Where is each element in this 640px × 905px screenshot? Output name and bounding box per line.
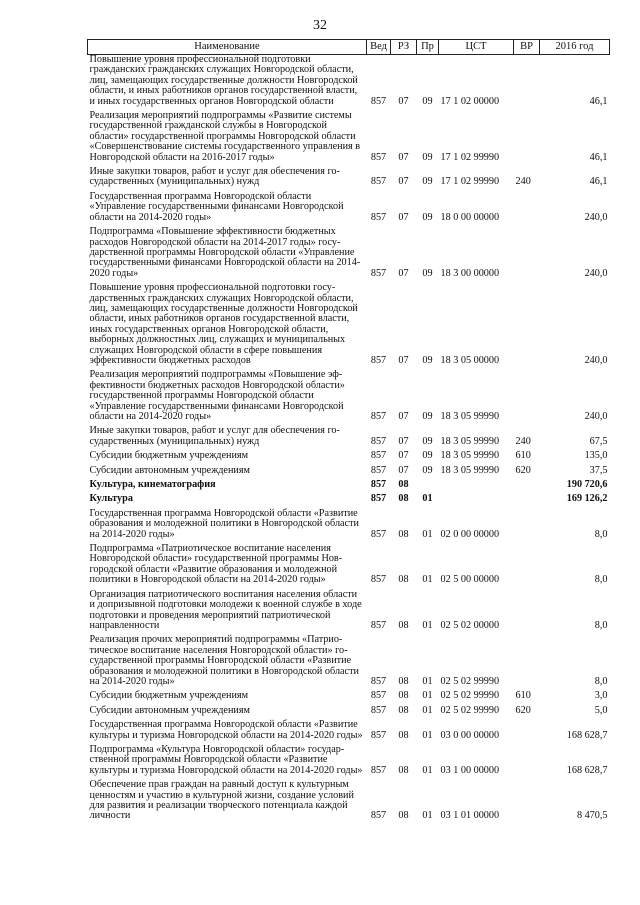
column-header-pr: Пр — [417, 40, 439, 55]
table-row — [88, 490, 610, 504]
row-vr — [514, 540, 540, 586]
row-ved: 857 — [370, 435, 387, 447]
table-row — [88, 188, 610, 223]
row-vr — [514, 107, 540, 163]
row-ved: 857 — [370, 619, 387, 631]
table-row — [88, 776, 610, 822]
row-pr: 09 — [422, 450, 433, 462]
row-rz: 07 — [398, 411, 409, 422]
row-rz: 08 — [398, 675, 409, 687]
row-pr: 01 — [422, 764, 433, 776]
row-rz: 07 — [398, 95, 409, 107]
row-pr: 09 — [422, 95, 433, 107]
row-vr: 620 — [515, 464, 531, 476]
row-cst: 17 1 02 99990 — [440, 176, 500, 188]
row-vr — [514, 223, 540, 279]
row-ved: 857 — [370, 528, 387, 540]
row-pr: 09 — [422, 435, 433, 447]
row-name: Реализация мероприятий подпрограммы «Повышение эффективности бюджетных расходов Новгородской области» государственной программы Новгородской области «Управление государственными финансами Новгородской области на 2014-2020 годы» — [89, 369, 345, 422]
row-sum: 37,5 — [589, 464, 608, 476]
row-name: Субсидии бюджетным учреждениям — [89, 690, 249, 702]
row-vr — [514, 279, 540, 366]
row-ved: 857 — [370, 450, 387, 462]
row-name: Подпрограмма «Повышение эффективности бюджетных расходов Новгородской области на 2014-2017 годы» государственной программы Новгородской области «Управление государственными финансами Новгородской области на 2014-2020 годы» — [89, 226, 361, 279]
row-name: Повышение уровня профессиональной подготовки гражданских гражданских служащих Новгородской области, лиц, замещающих государственные должности Новгородской области, и иных работников органов государственной власти, и иных государственных органов Новгородской области — [89, 54, 358, 107]
row-sum: 67,5 — [589, 435, 608, 447]
page-number: 32 — [313, 18, 327, 33]
row-vr: 240 — [515, 435, 531, 447]
row-sum: 8,0 — [594, 574, 608, 586]
row-cst: 02 5 02 99990 — [440, 690, 500, 702]
row-sum: 168 628,7 — [566, 764, 608, 776]
row-cst: 17 1 02 99990 — [440, 151, 500, 163]
column-header-year: 2016 год — [540, 40, 610, 55]
row-rz: 08 — [398, 493, 409, 505]
row-sum: 3,0 — [594, 690, 608, 702]
row-name: Культура — [89, 493, 133, 505]
row-vr: 610 — [515, 690, 531, 702]
column-header-ved: Вед — [367, 40, 391, 55]
row-ved: 857 — [370, 690, 387, 702]
column-header-name: Наименование — [88, 40, 367, 55]
row-rz: 08 — [398, 528, 409, 540]
row-pr: 09 — [422, 267, 433, 279]
row-name: Иные закупки товаров, работ и услуг для обеспечения государственных (муниципальных) нужд — [89, 425, 340, 447]
row-cst: 18 3 05 99990 — [440, 411, 500, 422]
row-vr: 610 — [515, 450, 531, 462]
row-vr: 620 — [515, 704, 531, 716]
row-name: Обеспечение прав граждан на равный доступ к культурным ценностям и участию в культурной жизни, создание условий для развития и реализации творческого потенциала каждой личности — [89, 779, 354, 822]
table-row — [88, 741, 610, 776]
row-sum: 8 470,5 — [576, 810, 608, 822]
row-sum: 5,0 — [594, 704, 608, 716]
row-rz: 08 — [398, 690, 409, 702]
row-rz: 07 — [398, 211, 409, 223]
table-row — [88, 687, 610, 701]
table-row — [88, 462, 610, 476]
row-name: Субсидии автономным учреждениям — [89, 464, 250, 476]
row-ved: 857 — [370, 574, 387, 586]
row-pr: 01 — [422, 729, 433, 741]
row-ved: 857 — [370, 675, 387, 687]
row-sum: 46,1 — [589, 151, 608, 163]
row-vr — [514, 631, 540, 687]
table-row — [88, 447, 610, 461]
row-pr: 01 — [422, 528, 433, 540]
row-ved: 857 — [370, 151, 387, 163]
row-cst: 02 5 02 99990 — [440, 675, 500, 687]
row-cst — [439, 490, 514, 504]
row-ved: 857 — [370, 176, 387, 188]
row-pr: 01 — [422, 619, 433, 631]
row-rz: 08 — [398, 729, 409, 741]
row-rz: 07 — [398, 267, 409, 279]
row-cst: 02 5 00 00000 — [440, 574, 500, 586]
table-row — [88, 107, 610, 163]
row-name: Подпрограмма «Патриотическое воспитание населения Новгородской области» государственной программы Новгородской области «Развитие образования и молодежной политики в Новгородской области на 2014-2020 годы» — [89, 543, 343, 586]
row-pr: 01 — [422, 574, 433, 586]
row-vr — [514, 505, 540, 540]
row-pr: 09 — [422, 464, 433, 476]
table-row — [88, 505, 610, 540]
row-pr: 09 — [422, 411, 433, 422]
row-pr: 01 — [422, 810, 433, 822]
table-row — [88, 366, 610, 422]
table-row — [88, 540, 610, 586]
row-name: Государственная программа Новгородской области «Управление государственными финансами Новгородской области на 2014-2020 годы» — [89, 190, 344, 223]
row-cst — [439, 476, 514, 490]
row-ved: 857 — [370, 411, 387, 422]
row-rz: 07 — [398, 464, 409, 476]
row-cst: 03 1 00 00000 — [440, 764, 500, 776]
row-rz: 08 — [398, 810, 409, 822]
row-sum: 46,1 — [589, 176, 608, 188]
row-rz: 08 — [398, 619, 409, 631]
row-cst: 17 1 02 00000 — [440, 95, 500, 107]
row-name: Иные закупки товаров, работ и услуг для обеспечения государственных (муниципальных) нужд — [89, 166, 340, 188]
row-ved: 857 — [370, 354, 387, 366]
table-row — [88, 279, 610, 366]
table-row — [88, 716, 610, 741]
row-sum: 240,0 — [584, 354, 608, 366]
row-name: Субсидии автономным учреждениям — [89, 704, 250, 716]
table-header-row — [88, 40, 610, 55]
row-vr — [514, 776, 540, 822]
column-header-cst: ЦСТ — [439, 40, 514, 55]
row-vr — [514, 741, 540, 776]
row-ved: 857 — [370, 479, 387, 491]
budget-table — [87, 39, 610, 822]
row-ved: 857 — [370, 95, 387, 107]
row-name: Субсидии бюджетным учреждениям — [89, 450, 249, 462]
row-rz: 07 — [398, 354, 409, 366]
row-name: Организация патриотического воспитания населения области и допризывной подготовки молодежи к военной службе в ходе подготовки и проведения мероприятий патриотической направленности — [89, 588, 362, 631]
row-pr: 09 — [422, 354, 433, 366]
row-rz: 08 — [398, 574, 409, 586]
row-rz: 07 — [398, 151, 409, 163]
row-pr: 09 — [422, 211, 433, 223]
table-row — [88, 586, 610, 632]
row-cst: 18 0 00 00000 — [440, 211, 500, 223]
row-rz: 07 — [398, 450, 409, 462]
row-name: Реализация прочих мероприятий подпрограммы «Патриотическое воспитание населения Новгородской области» государственной программы Новгородской области «Развитие образования и молодежной политики в Новгородской области на 2014-2020 годы» — [89, 634, 359, 687]
row-sum: 8,0 — [594, 619, 608, 631]
table-row — [88, 422, 610, 447]
row-name: Культура, кинематография — [89, 479, 216, 491]
table-row — [88, 223, 610, 279]
row-ved: 857 — [370, 464, 387, 476]
row-pr: 01 — [422, 704, 433, 716]
row-cst: 02 5 02 00000 — [440, 619, 500, 631]
row-cst: 18 3 05 99990 — [440, 450, 500, 462]
row-cst: 03 1 01 00000 — [440, 810, 500, 822]
table-row — [88, 163, 610, 188]
row-cst: 18 3 00 00000 — [440, 267, 500, 279]
row-rz: 07 — [398, 176, 409, 188]
row-ved: 857 — [370, 764, 387, 776]
row-name: Повышение уровня профессиональной подготовки государственных гражданских служащих Новгородской области, лиц, замещающих государственные должности Новгородской области, иных работников органов государственной власти, иных государственных органов Новгородской области, выборных должностных лиц, служащих и муниципальных служащих Новгородской области в сфере повышения эффективности бюджетных расходов — [89, 282, 358, 366]
row-pr — [417, 476, 439, 490]
row-vr — [514, 586, 540, 632]
row-sum: 240,0 — [584, 211, 608, 223]
row-name: Государственная программа Новгородской области «Развитие культуры и туризма Новгородской области на 2014-2020 годы» — [89, 719, 363, 741]
column-header-rz: РЗ — [391, 40, 417, 55]
row-vr — [514, 188, 540, 223]
row-vr — [514, 476, 540, 490]
row-rz: 08 — [398, 479, 409, 491]
row-sum: 240,0 — [584, 267, 608, 279]
table-row — [88, 476, 610, 490]
row-ved: 857 — [370, 493, 387, 505]
row-sum: 135,0 — [584, 450, 608, 462]
row-rz: 08 — [398, 704, 409, 716]
row-sum: 168 628,7 — [566, 729, 608, 741]
table-row — [88, 702, 610, 716]
row-vr — [514, 716, 540, 741]
row-name: Государственная программа Новгородской области «Развитие образования и молодежной политики в Новгородской области на 2014-2020 годы» — [89, 507, 359, 540]
row-vr: 240 — [515, 176, 531, 188]
row-pr: 01 — [422, 493, 433, 505]
table-row — [88, 55, 610, 108]
row-cst: 18 3 05 00000 — [440, 354, 500, 366]
row-name: Подпрограмма «Культура Новгородской области» государственной программы Новгородской области «Развитие культуры и туризма Новгородской области на 2014-2020 годы» — [89, 743, 363, 776]
row-sum: 240,0 — [584, 411, 608, 422]
table-row — [88, 631, 610, 687]
row-cst: 18 3 05 99990 — [440, 435, 500, 447]
row-sum: 8,0 — [594, 528, 608, 540]
row-cst: 03 0 00 00000 — [440, 729, 500, 741]
row-sum: 169 126,2 — [566, 493, 608, 505]
row-vr — [514, 366, 540, 422]
row-rz: 07 — [398, 435, 409, 447]
row-rz: 08 — [398, 764, 409, 776]
row-cst: 02 0 00 00000 — [440, 528, 500, 540]
row-ved: 857 — [370, 810, 387, 822]
row-name: Реализация мероприятий подпрограммы «Развитие системы государственной гражданской службы в Новгородской области» государственной программы Новгородской области «Совершенствование системы государственного управления в Новгородской области на 2016-2017 годы» — [89, 110, 361, 163]
row-vr — [514, 490, 540, 504]
row-ved: 857 — [370, 267, 387, 279]
row-pr: 09 — [422, 176, 433, 188]
row-sum: 46,1 — [589, 95, 608, 107]
row-ved: 857 — [370, 704, 387, 716]
row-sum: 8,0 — [594, 675, 608, 687]
row-sum: 190 720,6 — [566, 479, 608, 491]
row-pr: 01 — [422, 675, 433, 687]
column-header-vr: ВР — [514, 40, 540, 55]
row-vr — [514, 55, 540, 108]
row-cst: 18 3 05 99990 — [440, 464, 500, 476]
row-ved: 857 — [370, 211, 387, 223]
row-pr: 09 — [422, 151, 433, 163]
row-ved: 857 — [370, 729, 387, 741]
row-pr: 01 — [422, 690, 433, 702]
row-cst: 02 5 02 99990 — [440, 704, 500, 716]
